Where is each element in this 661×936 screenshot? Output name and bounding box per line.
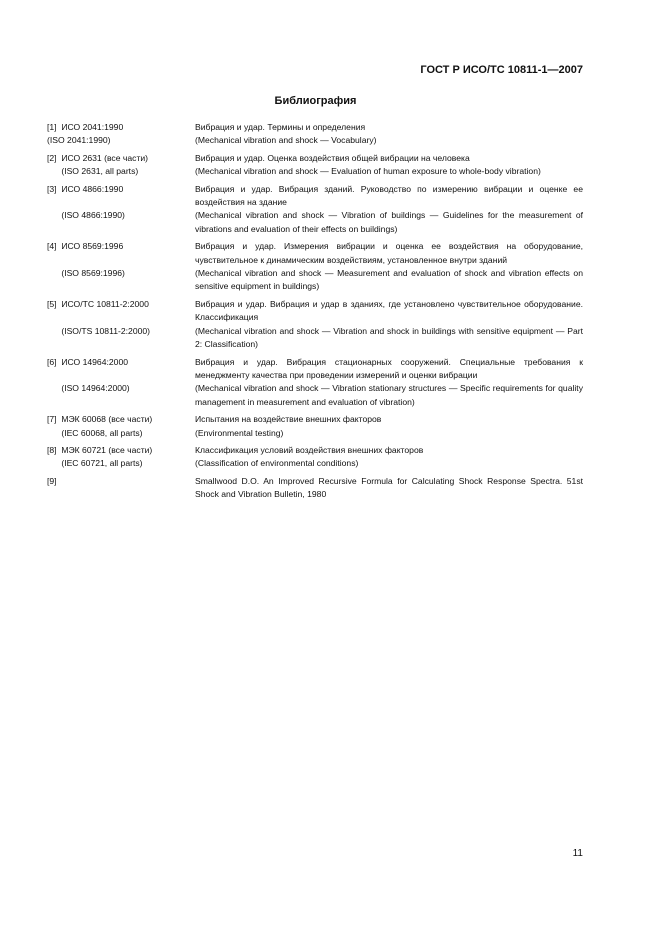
reference-3 <box>47 183 586 237</box>
reference-id: [9] <box>47 475 57 486</box>
reference-id: [3] ИСО 4866:1990 (ISO 4866:1990) <box>47 183 125 221</box>
reference-1 <box>47 121 583 148</box>
reference-5 <box>47 298 586 352</box>
page-title: Библиография <box>274 95 357 107</box>
reference-8 <box>47 444 583 471</box>
reference-id: [7] МЭК 60068 (все части) (IEC 60068, all parts) <box>47 414 153 438</box>
reference-id: [4] ИСО 8569:1996 (ISO 8569:1996) <box>47 241 125 279</box>
reference-4 <box>47 240 586 294</box>
reference-title: Smallwood D.O. An Improved Recursive Formula for Calculating Shock Response Spectra. 51st Shock and Vibration Bulletin, 1980 <box>195 475 586 500</box>
reference-title: Вибрация и удар. Термины и определения (Mechanical vibration and shock — Vocabulary) <box>195 122 377 146</box>
bibliography-list <box>47 121 586 506</box>
reference-id: [5] ИСО/ТС 10811-2:2000 (ISO/TS 10811-2:2000) <box>47 298 151 336</box>
document-code: ГОСТ Р ИСО/ТС 10811-1—2007 <box>420 64 583 76</box>
reference-id: [1] ИСО 2041:1990 (ISO 2041:1990) <box>47 122 124 146</box>
reference-title: Вибрация и удар. Измерения вибрации и оценка ее воздействия на оборудование, чувствительное к динамическим воздействиям, установленное внутри зданий (Mechanical vibration and shock — Measurement and evaluation of shock and vibration effects on sensitive equipment in buildings) <box>195 241 586 292</box>
reference-title: Вибрация и удар. Оценка воздействия общей вибрации на человека (Mechanical vibration and shock — Evaluation of human exposure to whole-body vibration) <box>195 152 541 177</box>
reference-title: Вибрация и удар. Вибрация стационарных сооружений. Специальные требования к менеджменту качества при проведении измерений и оценки вибрации (Mechanical vibration and shock — Vibration stationary structures — Specific requirements for quality management in measurement and evaluation of vibration) <box>195 356 586 407</box>
reference-7 <box>47 413 583 440</box>
reference-6 <box>47 356 586 410</box>
reference-id: [8] МЭК 60721 (все части) (IEC 60721, all parts) <box>47 444 153 469</box>
reference-id: [2] ИСО 2631 (все части) (ISO 2631, all parts) <box>47 152 149 177</box>
reference-title: Классификация условий воздействия внешних факторов (Classification of environmental conditions) <box>195 444 424 469</box>
reference-title: Испытания на воздействие внешних факторов (Environmental testing) <box>195 414 382 438</box>
reference-title: Вибрация и удар. Вибрация и удар в зданиях, где установлено чувствительное оборудование. Классификация (Mechanical vibration and shock — Vibration and shock in buildings with sensitive equipment — Part 2: Classification) <box>195 298 586 350</box>
reference-id: [6] ИСО 14964:2000 (ISO 14964:2000) <box>47 356 130 394</box>
page-number: 11 <box>572 848 583 859</box>
reference-2 <box>47 152 583 179</box>
reference-9 <box>47 475 586 502</box>
reference-title: Вибрация и удар. Вибрация зданий. Руководство по измерению вибрации и оценке ее воздействия на здание (Mechanical vibration and shock — Vibration of buildings — Guidelines for the measurement of vibrations and evaluation of their effects on buildings) <box>195 183 586 234</box>
